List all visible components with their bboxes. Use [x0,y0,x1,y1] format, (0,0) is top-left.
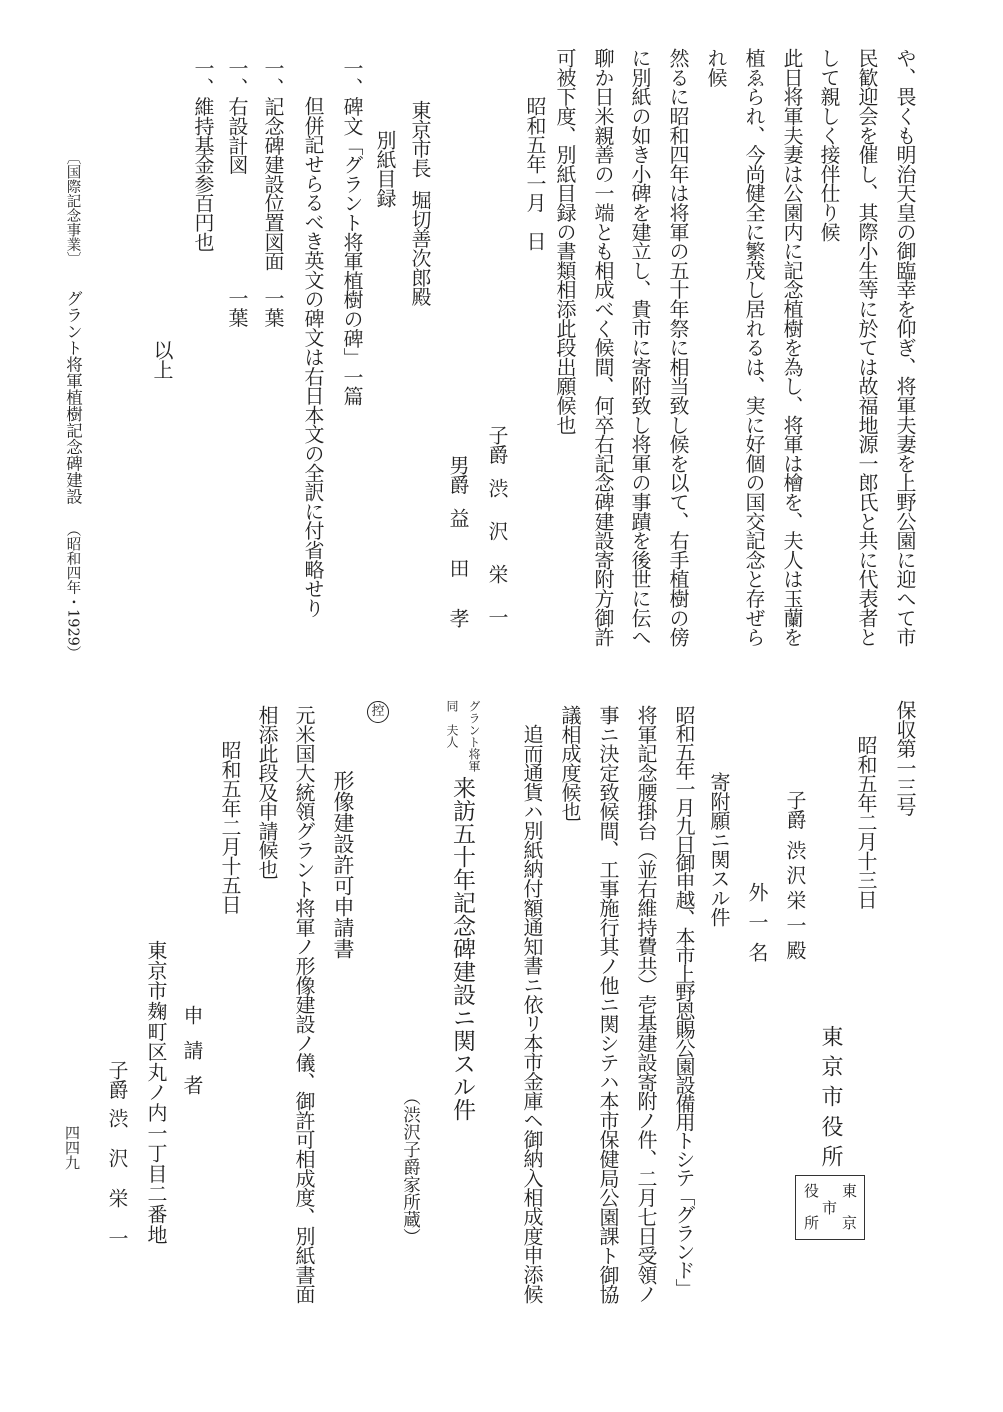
section-year: （昭和四年・1929） [64,522,81,661]
recipient-suffix: 殿 [783,940,807,960]
enclosure-quantity: 一葉 [261,288,285,327]
body-line: 将軍記念腰掛台（並右維持費共）壱基建設寄附ノ件、二月七日受領ノ [634,705,658,1304]
section-label: 〔国際記念事業〕 [64,150,81,266]
body-line: 植ゑられ、今尚健全に繁茂し居れるは、実に好個の国交記念と存ぜら [742,48,766,647]
page-number: 四四九 [63,1125,81,1170]
seal-text: 東京 [840,1183,858,1247]
body-line: に別紙の如き小碑を建立し、貴市に寄附致し将軍の事蹟を後世に伝へ [628,48,652,647]
body-line: 元米国大統領グラント将軍ノ形像建設ノ儀、御許可相成度、別紙書面 [292,705,316,1304]
body-line: 議相成度候也 [558,705,582,821]
signatory-rank: 男爵 [446,455,470,494]
recipient-name: 渋沢栄一 [783,840,807,940]
enclosure-heading: 別紙目録 [373,130,397,208]
source-note: （渋沢子爵家所蔵） [400,1088,421,1246]
signatory-name: 渋沢栄一 [485,478,509,650]
body-line: 聊か日米親善の一端とも相成べく候間、何卒右記念碑建設寄附方御許 [591,48,615,647]
letter-date: 昭和五年一月 日 [523,96,547,251]
body-line: 民歓迎会を催し、其際小生等に於ては故福地源一郎氏と共に代表者と [855,48,879,647]
applicant-name: 渋沢栄一 [105,1108,129,1268]
seal-text: 市 [820,1200,838,1215]
memorial-title: 来訪五十年記念碑建設ニ関スル件 [449,776,475,1121]
enclosure-item: 一、碑文「グラント将軍植樹の碑」一篇 [340,58,364,406]
signatory-name: 益田孝 [446,508,470,658]
official-seal [795,1175,865,1247]
enclosure-quantity: 一葉 [225,288,249,327]
reply-subject: 寄附願ニ関スル件 [707,772,731,927]
addressee-name: 堀切善次郎殿 [408,190,432,306]
body-line: 事ニ決定致候間、工事施行其ノ他ニ関シテハ本市保健局公園課ト御協 [596,705,620,1304]
body-line: して親しく接伴仕り候 [817,48,841,242]
section-title: グラント将軍植樹記念碑建設 [63,290,83,505]
body-line: 可被下度、別紙目録の書類相添此段出願候也 [553,48,577,435]
enclosure-note: 但併記せらるべき英文の碑文は右日本文の全訳に付省略せり [301,96,325,618]
copy-stamp: 控 [367,701,389,723]
reference-number: 保収第一三号 [893,700,917,816]
closing-mark: 以上 [150,340,174,379]
addressee-title: 東京市長 [408,100,432,178]
subject-annotation: グラント将軍 [467,700,481,772]
subject-annotation: 同 夫人 [445,700,459,748]
body-line: 昭和五年一月九日御申越、本市上野恩賜公園設備用トシテ「グランド」 [672,705,696,1297]
postscript: 追而通貨ハ別紙納付額通知書ニ依リ本市金庫ヘ御納入相成度申添候 [520,724,544,1304]
body-line: 此日将軍夫妻は公園内に記念植樹を為し、将軍は檜を、夫人は玉蘭を [780,48,804,647]
enclosure-item: 一、右設計図 [225,58,249,174]
applicant-label: 申請者 [180,1005,204,1110]
reply-date: 昭和五年二月十三日 [854,735,878,909]
applicant-address: 東京市麹町区丸ノ内一丁目二番地 [144,940,168,1245]
application-title: 形像建設許可申請書 [331,770,355,959]
body-line: れ候 [704,48,728,87]
enclosure-item: 一、維持基金参百円也 [191,58,215,252]
applicant-rank: 子爵 [105,1060,129,1099]
signatory-rank: 子爵 [485,425,509,464]
body-line: 相添此段及申請候也 [255,705,279,879]
enclosure-item: 一、記念碑建設位置図面 [261,58,285,271]
body-line: や、畏くも明治天皇の御臨幸を仰ぎ、将軍夫妻を上野公園に迎へて市 [893,48,917,647]
body-line: 然るに昭和四年は将軍の五十年祭に相当致し候を以て、右手植樹の傍 [666,48,690,647]
application-date: 昭和五年二月十五日 [218,740,242,914]
recipient-rank: 子爵 [783,790,807,829]
recipient-others: 外一名 [745,882,769,972]
sender-name: 東京市役所 [818,1025,843,1175]
seal-text: 役所 [802,1183,820,1247]
